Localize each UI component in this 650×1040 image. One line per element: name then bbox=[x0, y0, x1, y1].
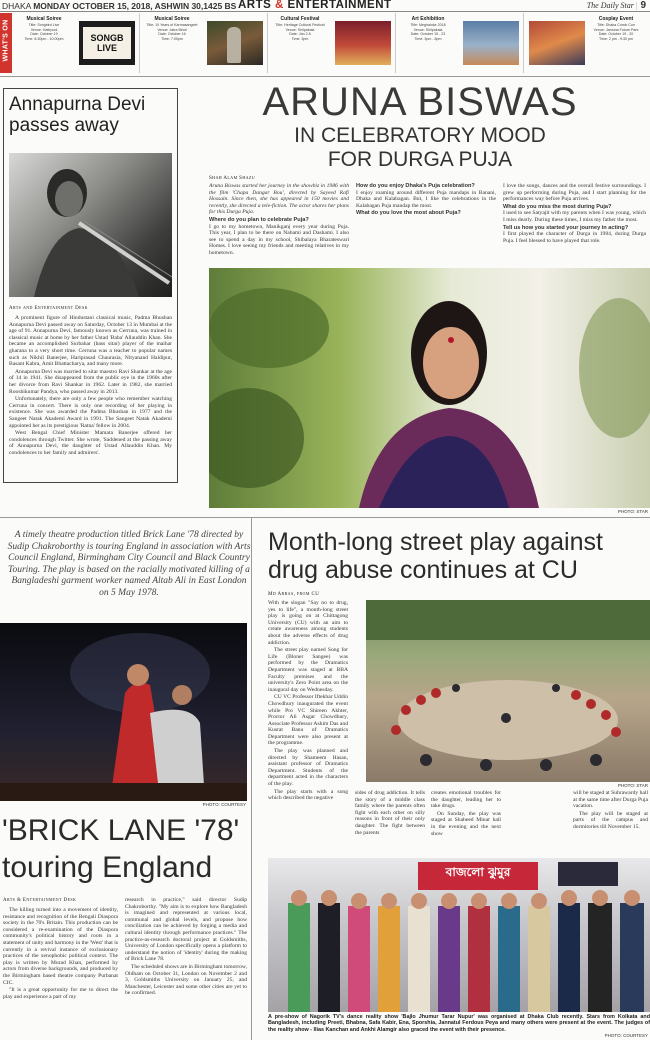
annapurna-body bbox=[9, 315, 172, 457]
event-line: Date: October 16 bbox=[158, 32, 186, 37]
annapurna-byline: Arts and Entertainment Desk bbox=[9, 306, 88, 311]
event-title: Cosplay Event bbox=[598, 16, 634, 22]
aruna-photo-art bbox=[209, 268, 650, 508]
brick-col-2 bbox=[125, 897, 247, 1039]
event-info bbox=[15, 16, 73, 41]
aruna-col-1 bbox=[209, 183, 349, 263]
aruna-photo bbox=[209, 268, 650, 508]
street-photo-credit: PHOTO: STAR bbox=[617, 783, 648, 788]
street-col-4 bbox=[573, 790, 648, 850]
divider bbox=[0, 76, 650, 77]
section-title-amp: & bbox=[275, 0, 284, 11]
event-line: Venue: Jamuna Future Park bbox=[593, 27, 639, 32]
event-line: Date: October 19 bbox=[30, 32, 58, 37]
event-3[interactable] bbox=[269, 13, 396, 73]
annapurna-para: A prominent figure of Hindustani classical music, Padma Bhushan Annapurna Devi passed away on Saturday, October 13 in Mumbai at the age of 91. Annapurna Devi, famously known as Cerruna, was trained in classical music at home by her father Ustad 'Baba' Allauddin Khan. She became an accomplished Surbahar (bass sitar) player of the maihar gharana to a very short time. Cerruna was a teacher to popular names such as Nikhil Banerjee, Hariprasad Chaurasia, Nityanand Haldipur, Basant Kabra, Amit Bhattacharya, and many more. bbox=[9, 315, 172, 368]
dateline-city: DHAKA bbox=[2, 1, 31, 11]
street-headline: Month-long street play against drug abuse continues at CU bbox=[268, 528, 603, 584]
aruna-col-2 bbox=[356, 183, 496, 263]
street-para: creates emotional troubles for the daughter, leading her to take drugs. bbox=[431, 790, 501, 810]
brick-col-1 bbox=[3, 907, 118, 1039]
aruna-answer: I go to my hometown, Manikganj every year during Puja. This year, I plan to be there on Nabami and Dashami. I also see to spend a day in my school, Shibalaya Bharateswari Homes. I love seeing my friends and meeting relatives in my hometown. bbox=[209, 223, 349, 256]
annapurna-box bbox=[3, 88, 178, 483]
street-para: The play starts with a song which described the negative bbox=[268, 788, 348, 800]
paper-name: The Daily Star | 9 bbox=[586, 0, 646, 11]
event-line: Time: 2 pm - 9:30 pm bbox=[598, 36, 634, 41]
event-thumb bbox=[79, 21, 135, 65]
section-title-b: ENTERTAINMENT bbox=[283, 0, 392, 11]
masthead bbox=[0, 0, 650, 12]
nagorik-caption: A pre-show of Nagorik TV's dance reality show 'Bajlo Jhumur Tarar Nupur' was organised at Dhaka Club recently. Stars from Kolkata and Bangladesh, including Preeti, Bhabna, Safa Kabir, Ena, Sporshia, Jannatul Ferdous Peya and many others were present at the event. The judges of the reality show - Ilias Kanchan and Ankhi Alamgir also graced the event with their presence. bbox=[268, 1014, 650, 1033]
brick-headline-2: touring England bbox=[2, 852, 213, 884]
annapurna-para: West Bengal Chief Minister Mamata Banerjee offered her condolences through Twitter. She wrote, 'Saddened at the passing away of Annapurna Devi, the daughter of Ustad Allauddin Khan. My condolences to her family and admirers'. bbox=[9, 430, 172, 456]
event-line: Time: 3pm bbox=[291, 36, 309, 41]
paper-logo: The Daily Star bbox=[586, 1, 634, 10]
aruna-question: How do you enjoy Dhaka's Puja celebration? bbox=[356, 183, 475, 189]
aruna-subhead-1: IN CELEBRATORY MOOD bbox=[294, 124, 546, 147]
street-photo-art bbox=[366, 600, 650, 782]
event-info bbox=[143, 16, 201, 41]
event-title: Cultural Festival bbox=[280, 16, 320, 22]
nagorik-photo bbox=[268, 858, 650, 1012]
event-thumb bbox=[463, 21, 519, 65]
brick-photo-credit: PHOTO: COURTESY bbox=[202, 802, 246, 807]
aruna-question: What do you love the most about Puja? bbox=[356, 210, 461, 217]
event-line: Title: Meghaloke 2018 bbox=[410, 23, 446, 27]
annapurna-para: Unfortunately, there are only a few people who remember watching Cerruna in concert. There is only one recording of her playing in existence. She was awarded the Padma Bhushan in 1977 and the Sangeet Natak Akademi Award in 1991. The Sangeet Natak Akademi appointed her as its prestigious 'Ratna' fellow in 2004. bbox=[9, 396, 172, 429]
whats-on-label: WHAT'S ON bbox=[2, 19, 10, 62]
brick-photo bbox=[0, 623, 247, 801]
aruna-answer: I enjoy roaming around different Puja mandaps in Banani, Dhaka and Kalabagan. But, I like the celebrations in the Kalabagan Puja mandap the most. bbox=[356, 189, 496, 209]
event-line: Date: October 15 - 23 bbox=[410, 32, 446, 37]
street-para: CU VC Professor Iftekhar Uddin Chowdhury inaugurated the event while Pro VC Shireen Akhter, Proctor Ali Asgar Chowdhury, Associate Professor Ashim Das and Kusrat Banu of Dramatics Department were also present at the programme. bbox=[268, 694, 348, 747]
event-title: Musical Soiree bbox=[26, 16, 62, 22]
brick-para: The killing turned into a movement of identity, resistance and recognition of the Bengali Diaspora society in the 70's Britain. This production can be considered a re-examination of the Diaspora community's political history and roots in a statement of unity and harmony in the 'West' that is currently in a revival instance of exclusionary practices of the xenophobic political context. The play is written by Murad Khan, performed by actors from diverse backgrounds, and produced by the Birmingham based theatre company Purbanat CIC. bbox=[3, 907, 118, 986]
event-title: Musical Soiree bbox=[154, 16, 190, 22]
nagorik-banner-text: বাজলো ঝুমুর bbox=[445, 865, 511, 879]
event-info bbox=[399, 16, 457, 41]
event-title: Art Exhibition bbox=[411, 16, 445, 22]
event-thumb-text: SONGB LIVE bbox=[83, 27, 131, 59]
nagorik-photo-credit: PHOTO: COURTESY bbox=[604, 1033, 648, 1038]
event-line: Venue: Shilpakala bbox=[413, 27, 443, 32]
event-thumb bbox=[335, 21, 391, 65]
event-thumb bbox=[207, 21, 263, 65]
annapurna-photo bbox=[9, 153, 172, 297]
aruna-col-3 bbox=[503, 183, 646, 265]
section-title-a: ARTS bbox=[238, 0, 275, 11]
aruna-answer: I love the songs, dances and the overall festive surroundings. I grew up performing during Puja, and I start planning for the performances way before Puja arrives. bbox=[503, 183, 646, 203]
street-col-1 bbox=[268, 600, 348, 800]
event-line: Venue: Jatra Biroti bbox=[157, 27, 187, 32]
section-title bbox=[238, 0, 392, 11]
aruna-question: Where do you plan to celebrate Puja? bbox=[209, 216, 309, 223]
event-line: Time: 6:30pm - 10:00pm bbox=[24, 36, 64, 41]
street-col-3 bbox=[431, 790, 501, 850]
aruna-question: What do you miss the most during Puja? bbox=[503, 203, 612, 210]
aruna-byline: Shah Alam Shazu bbox=[209, 176, 256, 181]
street-para: With the slogan "Say no to drug, yes to life", a month-long street play is going on at Chittagong University (CU) with an aim to create awareness among students about the adverse effects of drug addiction. bbox=[268, 600, 348, 646]
event-line: Time: 3pm - 8pm bbox=[414, 36, 442, 41]
event-info bbox=[271, 16, 329, 41]
event-line: Date: Jan 2-6 bbox=[289, 32, 311, 37]
aruna-intro: Aruna Biswas started her journey in the showbiz in 1986 with the film 'Chapa Dangar Bou', directed by Sayeed Rafi Hossain. Since then, she has appeared in 150 movies and recently, she directed a tele-fiction. The actor shares her plans for this Durga Puja. bbox=[209, 183, 349, 216]
aruna-headline: ARUNA BISWAS bbox=[262, 80, 578, 124]
aruna-answer: I first played the character of Durga in 1984, during Durga Puja. I feel blessed to have played that role. bbox=[503, 231, 646, 244]
divider bbox=[251, 517, 252, 1040]
divider bbox=[0, 517, 650, 518]
event-line: Venue: Shilpakala bbox=[285, 27, 315, 32]
dateline-date: MONDAY OCTOBER 15, 2018, bbox=[33, 1, 155, 11]
event-line: Title: Dhaka Comic Con bbox=[597, 23, 635, 27]
event-line: Time: 7:00pm bbox=[161, 36, 183, 41]
annapurna-para: Annapurna Devi was married to sitar maestro Ravi Shankar at the age of 14 in 1941. She disappeared from the public eye in the 1960s after her divorce from Ravi Shankar in 1962. Later in 1982, she married Rooshikumar Pandya, who passed away in 2013. bbox=[9, 368, 172, 395]
whats-on-tab bbox=[0, 13, 12, 73]
event-line: Title: 10 Years of Karmasangeet bbox=[146, 23, 198, 27]
annapurna-photo-art bbox=[9, 153, 172, 297]
brick-para: research in practice," said director Sudip Chakroborthy. "My aim is to explore how Bangladesh is imagined and represented at various local, communal and global levels, and propose how conciliation can be achieved by forging a media and cultural identity through performance practices." The practice-as-research doctoral project at Goldsmiths, University of London specifically opens a platform to understand the notion of 'identity' during the making of Brick Lane 78. bbox=[125, 897, 247, 963]
aruna-answer: I used to see Satyajit with my parents when I was young, which I miss dearly. During these times, I miss my father the most. bbox=[503, 210, 646, 223]
event-line: Title: Songbird Live bbox=[28, 23, 60, 27]
aruna-photo-credit: PHOTO: STAR bbox=[617, 509, 648, 514]
annapurna-headline: Annapurna Devi passes away bbox=[9, 94, 146, 136]
page-number: 9 bbox=[640, 0, 646, 11]
event-thumb bbox=[529, 21, 585, 65]
brick-photo-art bbox=[0, 623, 247, 801]
street-col-2: sides of drug addiction. It tells the story of a middle class family where the parents often fight with each other on silly reasons in front of their only daughter. The fight between the parents bbox=[355, 790, 425, 836]
brick-intro: A timely theatre production titled Brick Lane '78 directed by Sudip Chakroborthy is touring England in association with Arts Council England, Birmingham City Council and Black Country Touring. The play is based on the racially motivated killing of a Bangladeshi garment worker named Altab Ali in East London on 5 May 1978. bbox=[7, 530, 251, 598]
aruna-subhead-2: FOR DURGA PUJA bbox=[327, 148, 513, 171]
event-2[interactable] bbox=[141, 13, 268, 73]
event-5[interactable] bbox=[525, 13, 650, 73]
street-para: will be staged at Suhrawardy hall at the same time after Durga Puja vacation. bbox=[573, 790, 648, 810]
street-para: The play was planned and directed by Shameem Hasan, assistant professor of Dramatics Department. Students of the department acted in the characters of the play. bbox=[268, 748, 348, 788]
aruna-question: Tell us how you started your journey in acting? bbox=[503, 224, 629, 231]
dateline-bs: ASHWIN 30,1425 BS bbox=[154, 1, 237, 11]
event-1[interactable] bbox=[13, 13, 140, 73]
event-line: Title: Heritage Cultural Festival bbox=[275, 23, 325, 27]
street-para: The play will be staged at parts of the campus and dormitories till November 15. bbox=[573, 810, 648, 830]
brick-para: The scheduled shows are in Birmingham tomorrow, Oldham on October 31, London on November 2 and 3, Goldsmiths University on January 25, and Manchester, Leicester and some other cities are yet to be confirmed. bbox=[125, 963, 247, 997]
street-para: The street play named Song for Life (Bloner Sangee) was performed by the Dramatics Department was staged at BBA Faculty premises and the university's Zero Point area on the inaugural day on Wednesday. bbox=[268, 647, 348, 693]
street-photo bbox=[366, 600, 650, 782]
brick-para: "It is a great opportunity for me to direct the play and experience a part of my bbox=[3, 987, 118, 1000]
event-line: Venue: Hatirpool bbox=[30, 27, 58, 32]
event-line: Date: October 19 - 20 bbox=[598, 32, 634, 37]
brick-byline: Arts & Entertainment Desk bbox=[3, 898, 77, 903]
event-info bbox=[587, 16, 645, 41]
brick-headline-1: 'BRICK LANE '78' bbox=[2, 815, 240, 847]
event-4[interactable] bbox=[397, 13, 524, 73]
street-byline: Md Abbas, from CU bbox=[268, 592, 320, 597]
street-para: On Sunday, the play was staged at Shaheed Minar hall in the evening and the next show bbox=[431, 810, 501, 837]
dateline bbox=[2, 1, 236, 11]
